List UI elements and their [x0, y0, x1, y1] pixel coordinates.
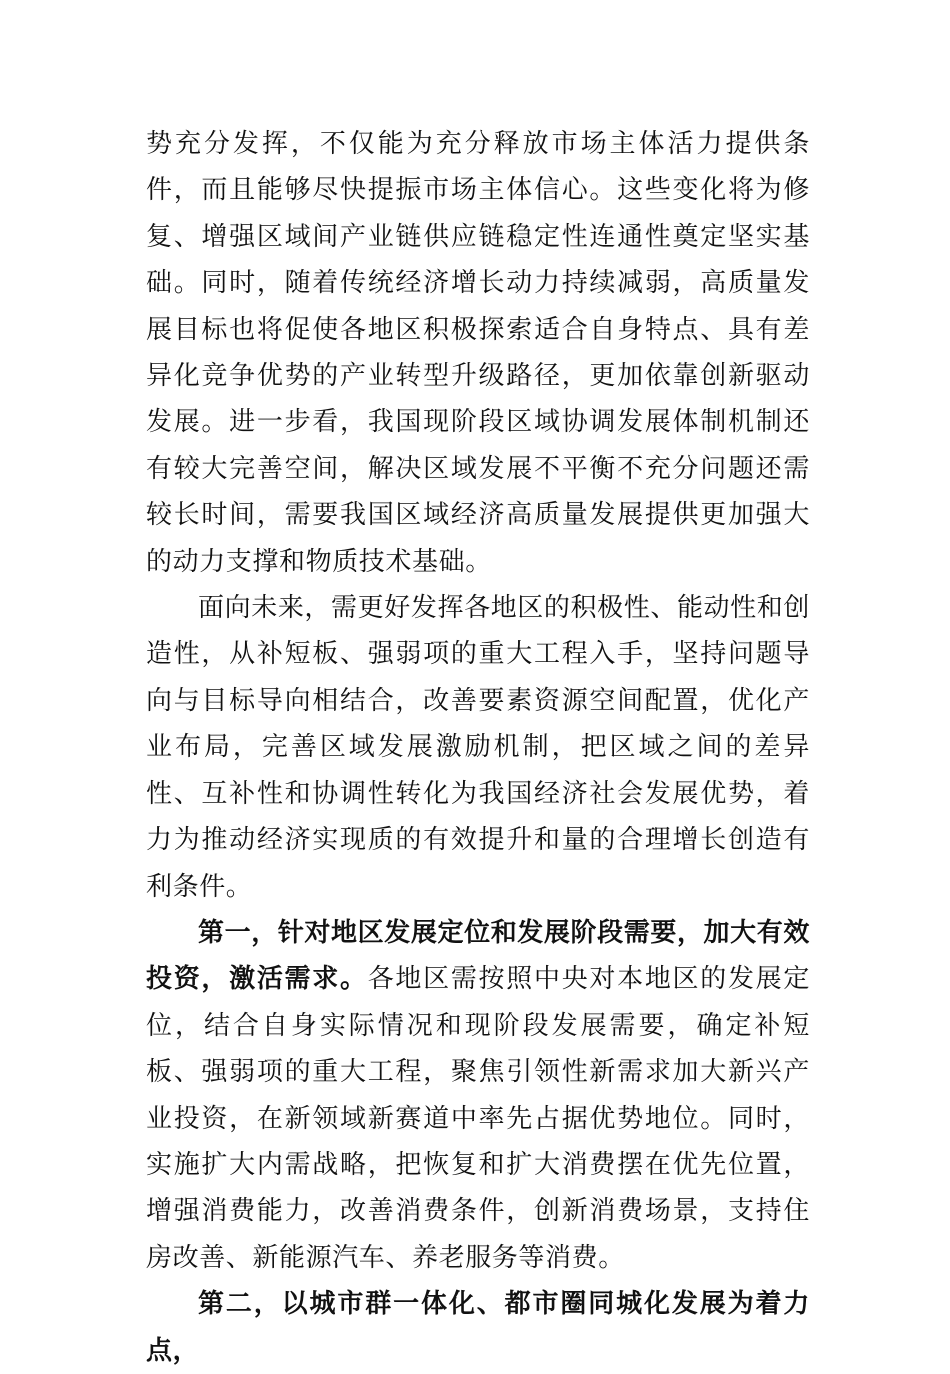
- paragraph-text: 各地区需按照中央对本地区的发展定位，结合自身实际情况和现阶段发展需要，确定补短板、强弱项的重大工程，聚焦引领性新需求加大新兴产业投资，在新领域新赛道中率先占据优势地位。同时，实施扩大内需战略，把恢复和扩大消费摆在优先位置，增强消费能力，改善消费条件，创新消费场景，支持住房改善、新能源汽车、养老服务等消费。: [146, 964, 810, 1273]
- paragraph-point-one: [146, 910, 810, 1281]
- paragraph-point-two: [146, 1281, 810, 1374]
- paragraph-continued: [146, 121, 810, 585]
- paragraph-lead: 第二，以城市群一体化、都市圈同城化发展为着力点，: [146, 1289, 810, 1366]
- paragraph-text: 势充分发挥，不仅能为充分释放市场主体活力提供条件，而且能够尽快提振市场主体信心。这些变化将为修复、增强区域间产业链供应链稳定性连通性奠定坚实基础。同时，随着传统经济增长动力持续减弱，高质量发展目标也将促使各地区积极探索适合自身特点、具有差异化竞争优势的产业转型升级路径，更加依靠创新驱动发展。进一步看，我国现阶段区域协调发展体制机制还有较大完善空间，解决区域发展不平衡不充分问题还需较长时间，需要我国区域经济高质量发展提供更加强大的动力支撑和物质技术基础。: [146, 129, 810, 577]
- paragraph-lead: 第一，针对地区发展定位和发展阶段需要，加大有效投资，激活需求。: [146, 917, 810, 995]
- paragraph-outlook: [146, 585, 810, 910]
- paragraph-text: 面向未来，需更好发挥各地区的积极性、能动性和创造性，从补短板、强弱项的重大工程入手，坚持问题导向与目标导向相结合，改善要素资源空间配置，优化产业布局，完善区域发展激励机制，把区域之间的差异性、互补性和协调性转化为我国经济社会发展优势，着力为推动经济实现质的有效提升和量的合理增长创造有利条件。: [146, 593, 810, 902]
- document-body: [146, 121, 810, 1374]
